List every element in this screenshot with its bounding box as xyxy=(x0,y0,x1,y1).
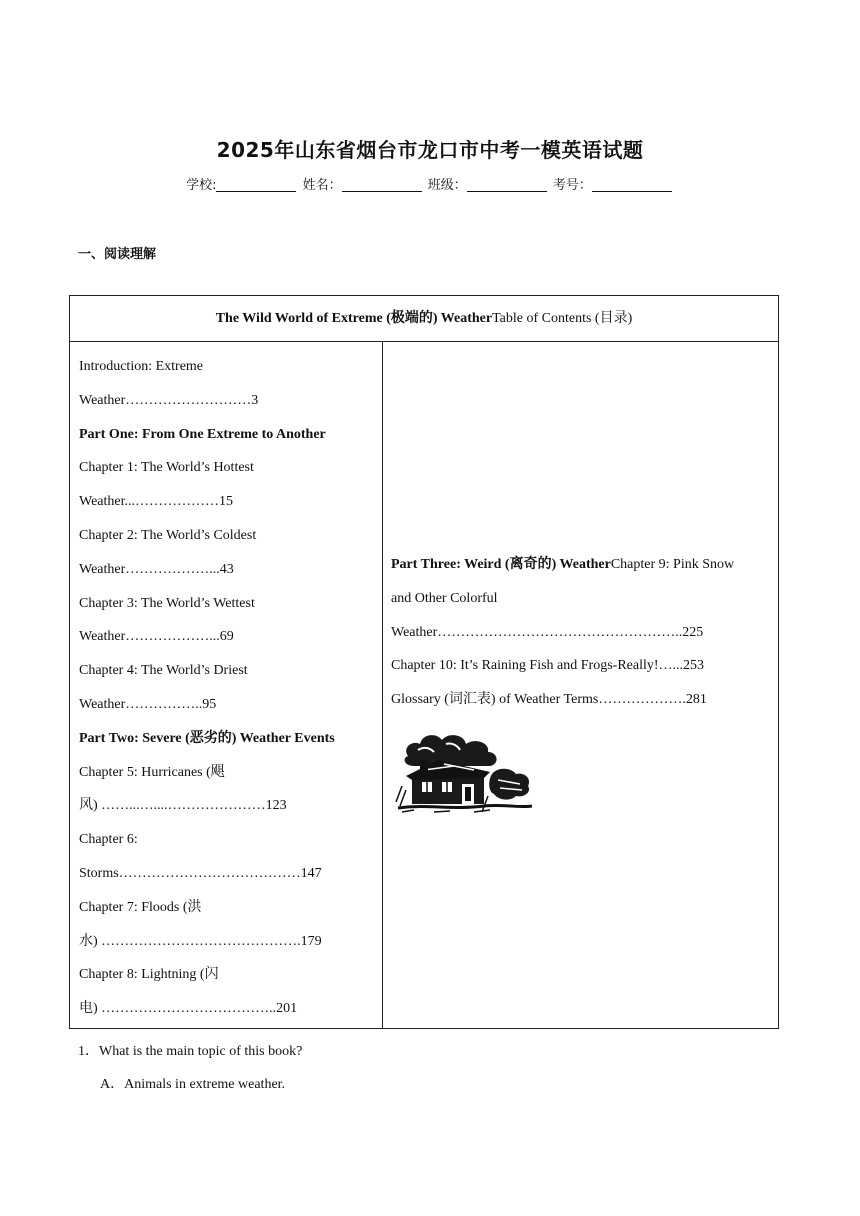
toc-line: 风) ……...…....…………………123 xyxy=(79,798,287,814)
toc-line: Glossary (词汇表) of Weather Terms……………….281 xyxy=(391,692,707,708)
toc-left-column xyxy=(79,350,374,1026)
toc-chapter: Chapter 9: Pink Snow xyxy=(610,557,735,572)
storm-house-illustration xyxy=(394,726,536,816)
page-title: 2025年山东省烟台市龙口市中考一模英语试题 xyxy=(216,138,644,162)
toc-label: Table of Contents (目录) xyxy=(492,311,633,326)
section-heading: 一、阅读理解 xyxy=(78,247,157,262)
class-label: 班级： xyxy=(427,178,467,193)
exam-number-blank xyxy=(592,177,672,192)
toc-part-heading: Part One: From One Extreme to Another xyxy=(79,426,326,442)
toc-line: Chapter 4: The World’s Driest xyxy=(79,663,248,679)
toc-line: Chapter 10: It’s Raining Fish and Frogs-Really!…...253 xyxy=(391,658,705,674)
toc-line: Storms…………………………………147 xyxy=(79,865,322,881)
school-label: 学校: xyxy=(186,178,217,193)
toc-line: Weather………………...43 xyxy=(79,561,234,577)
toc-line: Chapter 5: Hurricanes (飓 xyxy=(79,764,225,780)
school-blank xyxy=(216,177,296,192)
toc-line: Weather...………………15 xyxy=(79,494,234,510)
toc-part-heading: Part Two: Severe (恶劣的) Weather Events xyxy=(79,730,335,746)
exam-number-label: 考号： xyxy=(552,178,592,193)
option-a: A．Animals in extreme weather. xyxy=(100,1077,286,1092)
toc-line: Introduction: Extreme xyxy=(79,359,204,374)
toc-line: Weather………………...69 xyxy=(79,629,234,645)
name-blank xyxy=(342,177,422,192)
toc-part-heading: Part Three: Weird (离奇的) Weather xyxy=(391,557,611,572)
book-title: The Wild World of Extreme (极端的) Weather xyxy=(215,311,493,326)
toc-header xyxy=(70,296,778,342)
toc-line: Chapter 1: The World’s Hottest xyxy=(79,460,254,476)
toc-right-column xyxy=(391,548,776,717)
toc-line: Chapter 7: Floods (洪 xyxy=(79,899,202,915)
toc-line: Weather……………………………………………..225 xyxy=(391,624,704,640)
student-info-line xyxy=(0,174,860,193)
name-label: 姓名： xyxy=(302,178,342,193)
toc-line: Weather……………..95 xyxy=(79,696,217,712)
toc-line: Chapter 2: The World’s Coldest xyxy=(79,527,257,543)
toc-line xyxy=(391,548,776,582)
question-1: 1．What is the main topic of this book? xyxy=(78,1044,303,1059)
toc-line: Chapter 8: Lightning (闪 xyxy=(79,967,219,983)
toc-line: 水) …………………………………….179 xyxy=(79,933,322,949)
toc-line: and Other Colorful xyxy=(391,590,498,606)
toc-line: Chapter 3: The World’s Wettest xyxy=(79,595,255,611)
class-blank xyxy=(467,177,547,192)
table-of-contents xyxy=(69,295,779,1029)
toc-line: Chapter 6: xyxy=(79,832,138,848)
toc-line: Weather………………………3 xyxy=(79,392,259,408)
toc-line: 电) ………………………………..201 xyxy=(79,1001,298,1017)
column-divider xyxy=(382,342,383,1028)
